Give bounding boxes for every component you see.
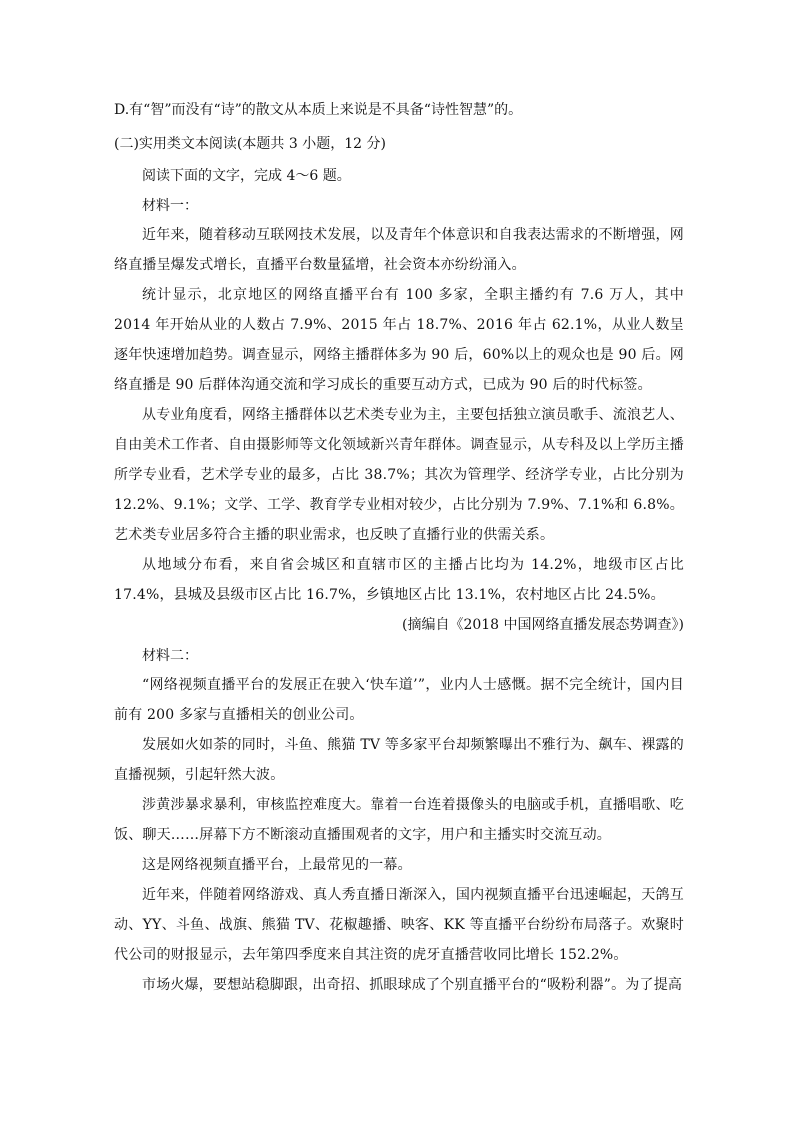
material2-para-4: 这是网络视频直播平台，上最常见的一幕。 [142,857,412,873]
material2-label: 材料二： [142,648,198,664]
material1-para-4: 从地域分布看，来自省会城区和直辖市区的主播占比均为 14.2%，地级市区占比 17.4%，县城及县级市区占比 16.7%，乡镇地区占比 13.1%，农村地区占比 24.5%。 [114,557,684,603]
material1-para-1: 近年来，随着移动互联网技术发展，以及青年个体意识和自我表达需求的不断增强，网络直播呈爆发式增长，直播平台数量猛增，社会资本亦纷纷涌入。 [114,227,684,273]
material2-para-2: 发展如火如荼的同时，斗鱼、熊猫 TV 等多家平台却频繁曝出不雅行为、飙车、裸露的直播视频，引起轩然大波。 [114,737,684,783]
instruction: 阅读下面的文字，完成 4～6 题。 [142,168,351,184]
material1-para-2: 统计显示，北京地区的网络直播平台有 100 多家，全职主播约有 7.6 万人，其中 2014 年开始从业的人数占 7.9%、2015 年占 18.7%、2016 年占 62.1%，从业人数呈逐年快速增加趋势。调查显示，网络主播群体多为 90 后，60%以上的观众也是 90 后。网络直播是 90 后群体沟通交流和学习成长的重要互动方式，已成为 90 后的时代标签。 [114,287,684,393]
material1-para-3: 从专业角度看，网络主播群体以艺术类专业为主，主要包括独立演员歌手、流浪艺人、自由美术工作者、自由摄影师等文化领域新兴青年群体。调查显示，从专科及以上学历主播所学专业看，艺术学专业的最多，占比 38.7%；其次为管理学、经济学专业，占比分别为 12.2%、9.1%；文学、工学、教育学专业相对较少，占比分别为 7.9%、7.1%和 6.8%。艺术类专业居多符合主播的职业需求，也反映了直播行业的供需关系。 [114,407,684,543]
material2-para-1: “网络视频直播平台的发展正在驶入‘快车道’”，业内人士感慨。据不完全统计，国内目前有 200 多家与直播相关的创业公司。 [114,677,684,723]
option-d: D.有“智”而没有“诗”的散文从本质上来说是不具备“诗性智慧”的。 [114,102,523,118]
material2-para-6: 市场火爆，要想站稳脚跟，出奇招、抓眼球成了个别直播平台的“吸粉利器”。为了提高 [142,977,683,993]
material1-label: 材料一： [142,198,198,214]
material2-para-3: 涉黄涉暴求暴利，审核监控难度大。靠着一台连着摄像头的电脑或手机，直播唱歌、吃饭、聊天……屏幕下方不断滚动直播围观者的文字，用户和主播实时交流互动。 [114,797,684,843]
material1-source: (摘编自《2018 中国网络直播发展态势调查》) [401,617,684,633]
material2-para-5: 近年来，伴随着网络游戏、真人秀直播日渐深入，国内视频直播平台迅速崛起，天鸽互动、YY、斗鱼、战旗、熊猫 TV、花椒趣播、映客、KK 等直播平台纷纷布局落子。欢聚时代公司的财报显示，去年第四季度来自其注资的虎牙直播营收同比增长 152.2%。 [114,887,684,963]
section-title: (二)实用类文本阅读(本题共 3 小题，12 分) [114,136,386,152]
